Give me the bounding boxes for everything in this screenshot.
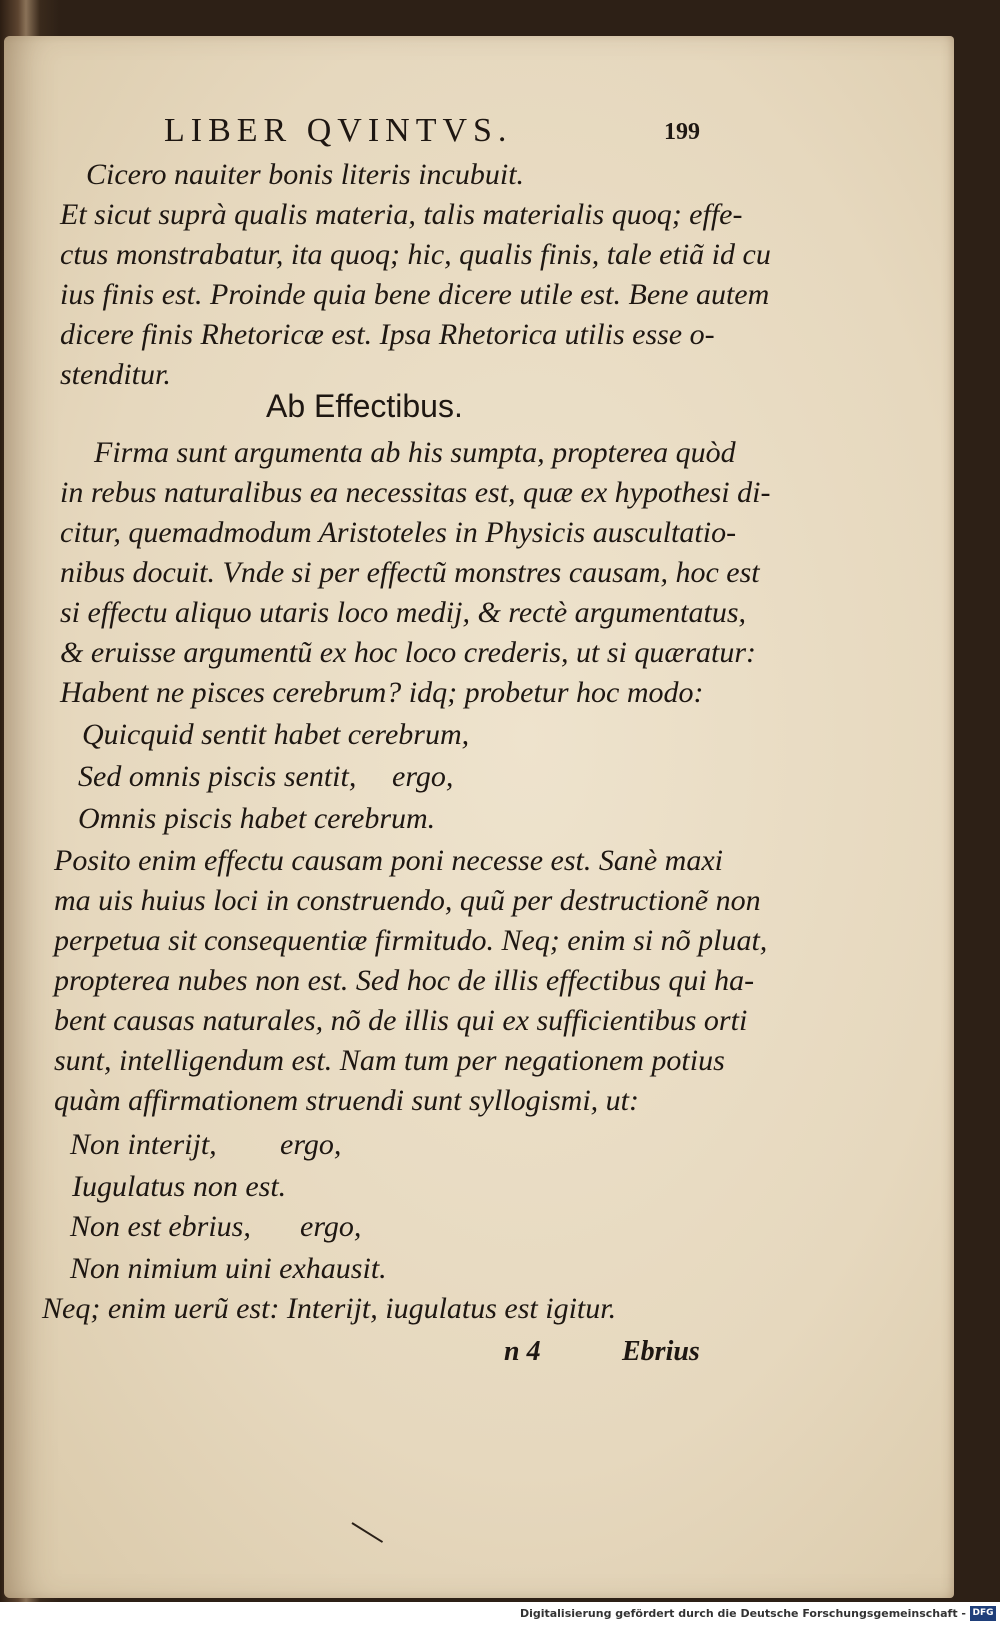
closing-line: Neq; enim uerũ est: Interijt, iugulatus est igitur. bbox=[42, 1292, 617, 1325]
syllogism-ergo: ergo, bbox=[300, 1210, 362, 1243]
running-title: LIBER QVINTVS. bbox=[164, 112, 513, 149]
syllogism-line: Non nimium uini exhausit. bbox=[70, 1252, 387, 1285]
syllogism-line: Omnis piscis habet cerebrum. bbox=[78, 802, 436, 835]
text-line: & eruisse argumentũ ex hoc loco crederis, ut si quæratur: bbox=[60, 636, 757, 669]
catchword: Ebrius bbox=[622, 1336, 700, 1367]
text-line: perpetua sit consequentiæ firmitudo. Neq; enim si nõ pluat, bbox=[54, 924, 768, 957]
text-line: dicere finis Rhetoricæ est. Ipsa Rhetorica utilis esse o- bbox=[60, 318, 715, 351]
syllogism-line: Quicquid sentit habet cerebrum, bbox=[82, 718, 470, 751]
text-line: Posito enim effectu causam poni necesse est. Sanè maxi bbox=[54, 844, 723, 877]
syllogism-line: Non est ebrius, bbox=[70, 1210, 251, 1243]
text-line: ma uis huius loci in construendo, quũ per destructionẽ non bbox=[54, 884, 761, 917]
syllogism-line: Non interijt, bbox=[70, 1128, 217, 1161]
funding-credit: Digitalisierung gefördert durch die Deutsche Forschungsgemeinschaft - bbox=[519, 1607, 966, 1620]
syllogism-ergo: ergo, bbox=[280, 1128, 342, 1161]
text-line: quàm affirmationem struendi sunt syllogismi, ut: bbox=[54, 1084, 639, 1117]
text-line: nibus docuit. Vnde si per effectũ monstres causam, hoc est bbox=[60, 556, 760, 589]
text-line: stenditur. bbox=[60, 358, 171, 391]
text-line: in rebus naturalibus ea necessitas est, quæ ex hypothesi di- bbox=[60, 476, 771, 509]
section-heading: Ab Effectibus. bbox=[266, 388, 463, 424]
syllogism-line: Iugulatus non est. bbox=[72, 1170, 287, 1203]
text-line: propterea nubes non est. Sed hoc de illis effectibus qui ha- bbox=[54, 964, 755, 997]
signature-mark: n 4 bbox=[504, 1336, 541, 1367]
dfg-logo: DFG bbox=[970, 1606, 996, 1621]
text-line: sunt, intelligendum est. Nam tum per negationem potius bbox=[54, 1044, 725, 1077]
text-line: si effectu aliquo utaris loco medij, & rectè argumentatus, bbox=[60, 596, 747, 629]
text-line: citur, quemadmodum Aristoteles in Physicis auscultatio- bbox=[60, 516, 737, 549]
digitization-footer bbox=[0, 1602, 1000, 1626]
text-line: ctus monstrabatur, ita quoq; hic, qualis finis, tale etiã id cu bbox=[60, 238, 771, 271]
text-line: bent causas naturales, nõ de illis qui ex sufficientibus orti bbox=[54, 1004, 748, 1037]
text-line: Firma sunt argumenta ab his sumpta, propterea quòd bbox=[94, 436, 736, 469]
text-line: Et sicut suprà qualis materia, talis materialis quoq; effe- bbox=[60, 198, 743, 231]
syllogism-line: Sed omnis piscis sentit, bbox=[78, 760, 357, 793]
ink-stroke-mark bbox=[351, 1522, 383, 1543]
folio-number: 199 bbox=[664, 119, 700, 145]
book-page bbox=[4, 36, 954, 1598]
text-line: Habent ne pisces cerebrum? idq; probetur hoc modo: bbox=[60, 676, 704, 709]
text-line: ius finis est. Proinde quia bene dicere utile est. Bene autem bbox=[60, 278, 770, 311]
text-line: Cicero nauiter bonis literis incubuit. bbox=[86, 158, 525, 191]
syllogism-ergo: ergo, bbox=[392, 760, 454, 793]
